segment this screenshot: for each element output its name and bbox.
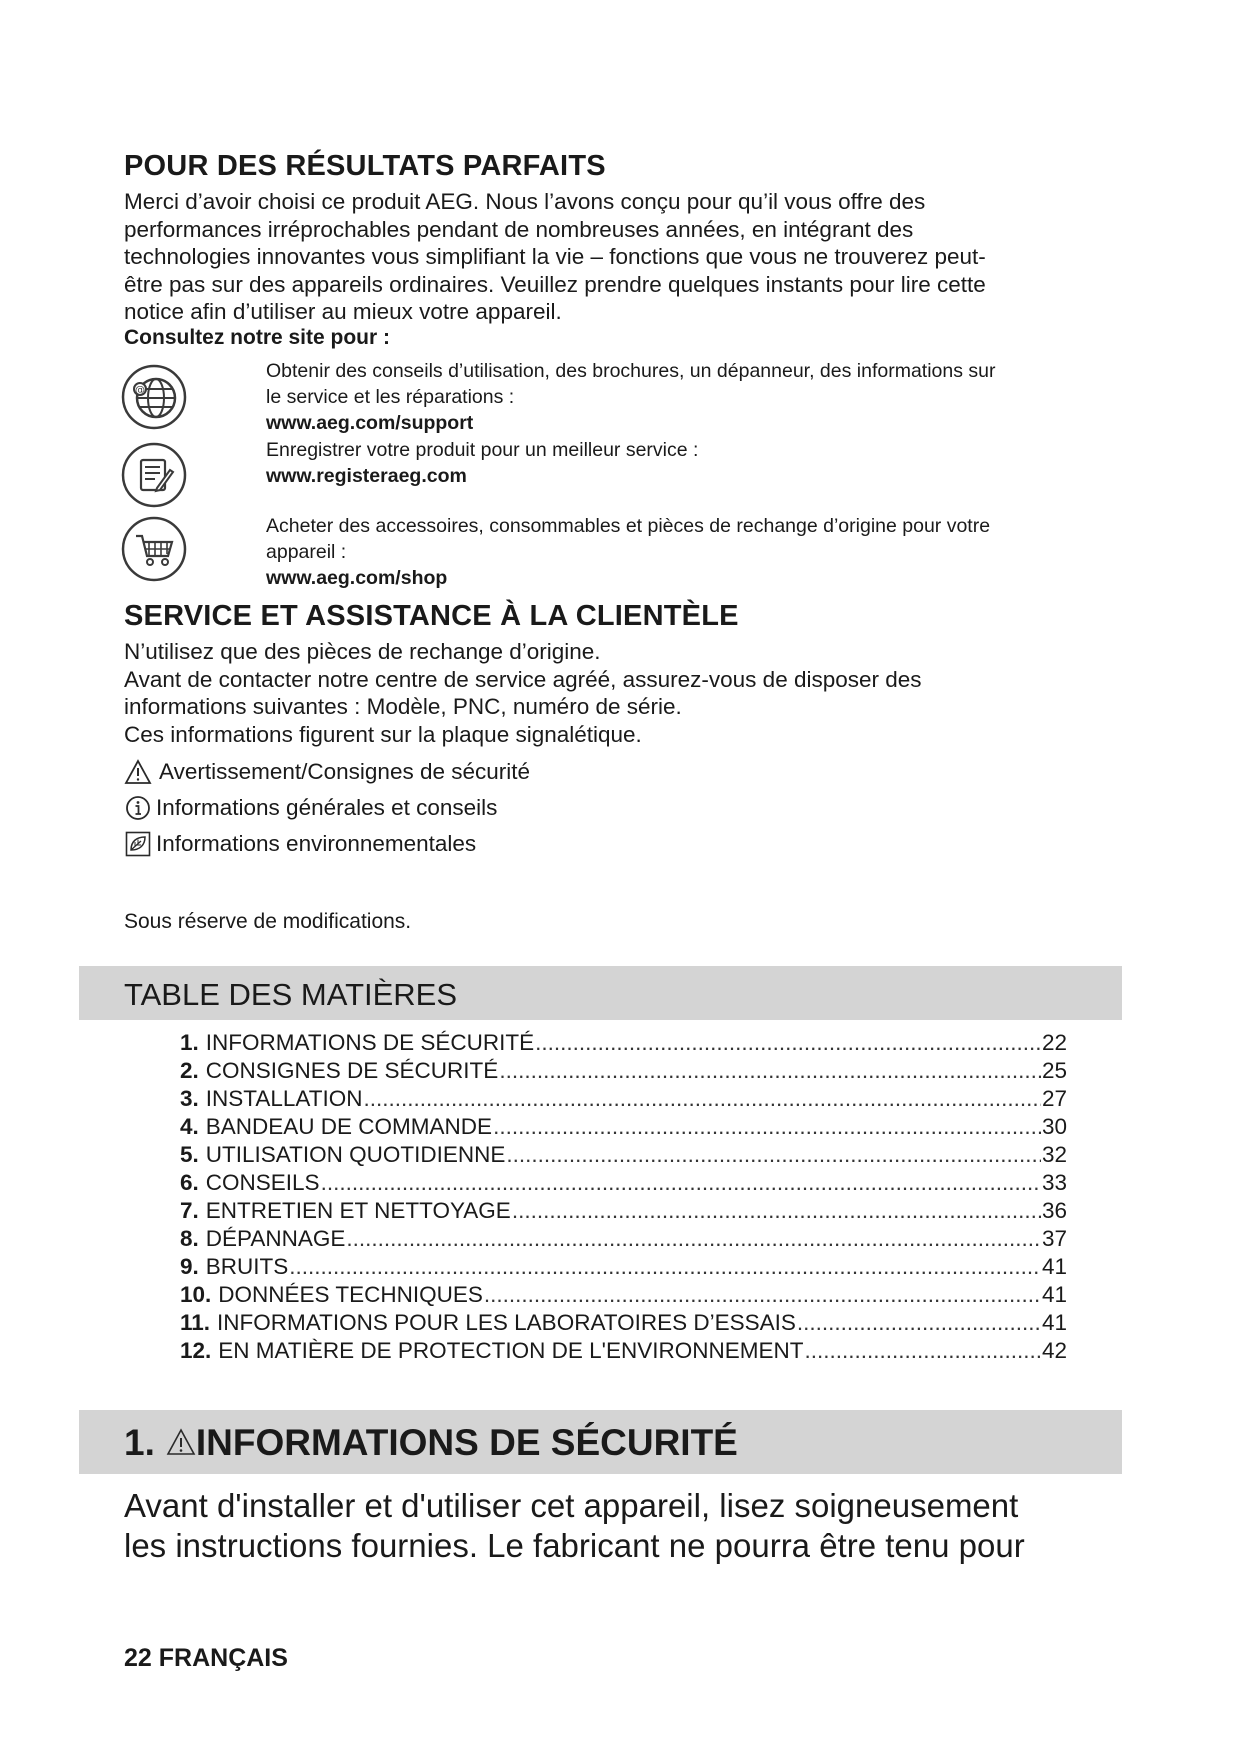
- toc-number: 10.: [180, 1282, 212, 1307]
- link-register-line: Enregistrer votre produit pour un meilleur service :: [266, 439, 699, 461]
- toc-item[interactable]: [180, 1030, 1067, 1058]
- shopping-cart-icon: [119, 514, 189, 584]
- link-shop-text: [266, 513, 990, 565]
- toc-header-band: [79, 966, 1122, 1020]
- service-line: informations suivantes : Modèle, PNC, numéro de série.: [124, 694, 682, 719]
- toc-number: 11.: [180, 1310, 211, 1335]
- section-title: [124, 1422, 738, 1464]
- link-support-text: [266, 358, 996, 410]
- toc-number: 1.: [180, 1030, 199, 1055]
- section-heading: INFORMATIONS DE SÉCURITÉ: [195, 1422, 738, 1463]
- toc-item[interactable]: [180, 1254, 1067, 1282]
- link-support-line: le service et les réparations :: [266, 386, 515, 408]
- legend-label: Informations générales et conseils: [156, 795, 498, 820]
- toc-page: 27: [1041, 1086, 1067, 1111]
- toc-page: 33: [1041, 1170, 1067, 1195]
- toc-number: 9.: [180, 1254, 199, 1279]
- toc-label: CONSIGNES DE SÉCURITÉ: [205, 1058, 499, 1083]
- toc-label: BRUITS: [205, 1254, 289, 1279]
- toc-label: EN MATIÈRE DE PROTECTION DE L'ENVIRONNEMENT: [218, 1338, 804, 1363]
- page-language: FRANÇAIS: [158, 1644, 288, 1672]
- toc-item[interactable]: [180, 1142, 1067, 1170]
- link-shop-line: appareil :: [266, 541, 347, 563]
- toc-number: 4.: [180, 1114, 199, 1139]
- intro-paragraph: [124, 188, 986, 326]
- warning-triangle-icon: [124, 758, 152, 786]
- service-line: Avant de contacter notre centre de service agréé, assurez-vous de disposer des: [124, 666, 922, 692]
- leaf-icon: [124, 830, 152, 858]
- info-icon: [124, 794, 152, 822]
- service-heading: SERVICE ET ASSISTANCE À LA CLIENTÈLE: [124, 600, 739, 632]
- svg-text:@: @: [135, 385, 145, 396]
- toc-number: 8.: [180, 1226, 199, 1251]
- toc-page: 36: [1041, 1198, 1067, 1223]
- toc-page: 42: [1041, 1338, 1067, 1363]
- toc-item[interactable]: [180, 1170, 1067, 1198]
- toc-title: TABLE DES MATIÈRES: [124, 977, 458, 1012]
- toc-page: 30: [1041, 1114, 1067, 1139]
- section-number: 1.: [124, 1422, 155, 1463]
- toc-label: ENTRETIEN ET NETTOYAGE: [205, 1198, 511, 1223]
- toc-number: 5.: [180, 1142, 199, 1167]
- toc-leader: [535, 1030, 1041, 1056]
- toc-page: 41: [1041, 1310, 1067, 1335]
- register-link[interactable]: www.registeraeg.com: [266, 465, 467, 487]
- toc-item[interactable]: [180, 1338, 1067, 1366]
- toc-leader: [493, 1114, 1041, 1140]
- toc-leader: [797, 1310, 1041, 1336]
- toc-number: 2.: [180, 1058, 199, 1083]
- legend-warning: [124, 757, 530, 787]
- toc-leader: [289, 1254, 1041, 1280]
- modifications-notice: Sous réserve de modifications.: [124, 910, 412, 933]
- toc-label: DONNÉES TECHNIQUES: [218, 1282, 483, 1307]
- service-line: N’utilisez que des pièces de rechange d’origine.: [124, 639, 601, 664]
- section1-intro: [124, 1486, 1025, 1566]
- toc-label: INFORMATIONS DE SÉCURITÉ: [205, 1030, 535, 1055]
- toc-leader: [484, 1282, 1041, 1308]
- legend-environment: [124, 829, 476, 859]
- intro-heading: POUR DES RÉSULTATS PARFAITS: [124, 150, 606, 182]
- toc-item[interactable]: [180, 1086, 1067, 1114]
- section1-line: les instructions fournies. Le fabricant ne pourra être tenu pour: [124, 1527, 1025, 1564]
- globe-icon: [119, 362, 189, 432]
- toc-item[interactable]: [180, 1226, 1067, 1254]
- warning-triangle-icon: [166, 1428, 196, 1458]
- link-register-text: [266, 437, 698, 463]
- toc-page: 25: [1041, 1058, 1067, 1083]
- intro-line: notice afin d’utiliser au mieux votre appareil.: [124, 299, 562, 324]
- consult-label: Consultez notre site pour :: [124, 326, 391, 349]
- toc-page: 32: [1041, 1142, 1067, 1167]
- shop-link[interactable]: www.aeg.com/shop: [266, 567, 448, 589]
- toc-leader: [512, 1198, 1041, 1224]
- intro-line: performances irréprochables pendant de nombreuses années, en intégrant des: [124, 216, 914, 242]
- toc-page: 41: [1041, 1282, 1067, 1307]
- toc-item[interactable]: [180, 1310, 1067, 1338]
- service-paragraph: [124, 638, 922, 748]
- toc-item[interactable]: [180, 1198, 1067, 1226]
- toc-label: CONSEILS: [205, 1170, 320, 1195]
- section1-line: Avant d'installer et d'utiliser cet appareil, lisez soigneusement: [124, 1487, 1019, 1524]
- toc-label: BANDEAU DE COMMANDE: [205, 1114, 493, 1139]
- toc-item[interactable]: [180, 1114, 1067, 1142]
- table-of-contents: [180, 1030, 1067, 1366]
- legend-label: Avertissement/Consignes de sécurité: [159, 759, 531, 784]
- toc-label: UTILISATION QUOTIDIENNE: [205, 1142, 506, 1167]
- registration-form-icon: [119, 440, 189, 510]
- legend-label: Informations environnementales: [156, 831, 477, 856]
- toc-item[interactable]: [180, 1058, 1067, 1086]
- toc-leader: [321, 1170, 1041, 1196]
- section-header-band: [79, 1410, 1122, 1474]
- legend-info: [124, 793, 497, 823]
- toc-page: 41: [1041, 1254, 1067, 1279]
- intro-line: être pas sur des appareils ordinaires. Veuillez prendre quelques instants pour lire cette: [124, 271, 986, 297]
- toc-number: 6.: [180, 1170, 199, 1195]
- toc-leader: [499, 1058, 1041, 1084]
- toc-label: INSTALLATION: [205, 1086, 363, 1111]
- service-line: Ces informations figurent sur la plaque signalétique.: [124, 721, 642, 747]
- toc-label: INFORMATIONS POUR LES LABORATOIRES D’ESSAIS: [217, 1310, 796, 1335]
- toc-leader: [346, 1226, 1041, 1252]
- link-shop-line: Acheter des accessoires, consommables et pièces de rechange d’origine pour votre: [266, 515, 991, 537]
- toc-leader: [804, 1338, 1041, 1364]
- toc-leader: [363, 1086, 1041, 1112]
- toc-label: DÉPANNAGE: [205, 1226, 346, 1251]
- link-support-line: Obtenir des conseils d’utilisation, des brochures, un dépanneur, des informations sur: [266, 360, 996, 382]
- intro-line: technologies innovantes vous simplifiant la vie – fonctions que vous ne trouverez peut-: [124, 244, 986, 269]
- page-footer: [124, 1644, 288, 1673]
- toc-leader: [506, 1142, 1041, 1168]
- toc-item[interactable]: [180, 1282, 1067, 1310]
- intro-line: Merci d’avoir choisi ce produit AEG. Nous l’avons conçu pour qu’il vous offre des: [124, 189, 926, 214]
- toc-page: 37: [1041, 1226, 1067, 1251]
- toc-number: 3.: [180, 1086, 199, 1111]
- toc-number: 7.: [180, 1198, 199, 1223]
- toc-number: 12.: [180, 1338, 212, 1363]
- toc-page: 22: [1041, 1030, 1067, 1055]
- support-link[interactable]: www.aeg.com/support: [266, 412, 474, 434]
- page-number: 22: [124, 1644, 152, 1672]
